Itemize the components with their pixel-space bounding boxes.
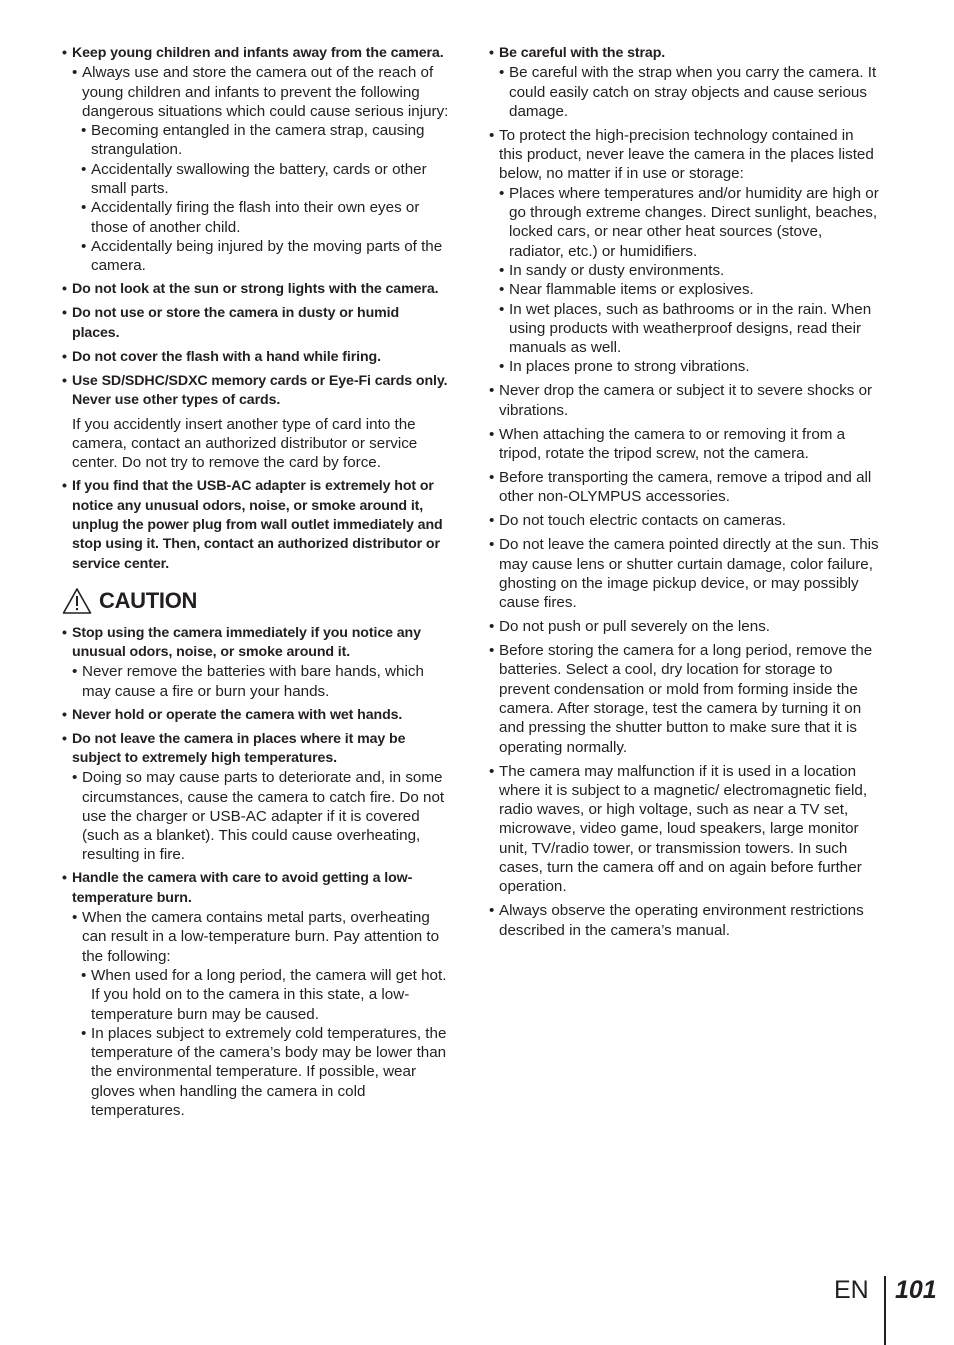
list-item	[489, 425, 879, 464]
list-item-text: Do not leave the camera in places where it may be subject to extremely high temperatures.	[72, 730, 406, 766]
bullet-icon: •	[72, 64, 78, 82]
list-item-text: Be careful with the strap.	[499, 45, 666, 61]
list-item	[489, 617, 879, 636]
list-item	[62, 372, 450, 411]
list-item-text: When used for a long period, the camera will get hot. If you hold on to the camera in this state, a low-temperature burn may be caused.	[91, 966, 447, 1023]
list-item-text: The camera may malfunction if it is used in a location where it is subject to a magnetic/ electromagnetic field, radio waves, or high voltage, such as near a TV set, microwave, video game, loud speakers, large monitor unit, TV/radio tower, or transmission towers. In such cases, turn the camera off and on again before further operation.	[499, 762, 868, 896]
bullet-icon: •	[499, 261, 505, 279]
bullet-icon: •	[489, 45, 494, 61]
bullet-icon: •	[62, 281, 67, 298]
list-item	[62, 1024, 450, 1120]
list-item-text: Be careful with the strap when you carry the camera. It could easily catch on stray objects and cause serious damage.	[509, 64, 877, 120]
list-paragraph: If you accidently insert another type of card into the camera, contact an authorized distributor or service center. Do not try to remove the card by force.	[72, 415, 418, 472]
list-item	[489, 762, 879, 897]
bullet-icon: •	[81, 199, 87, 217]
bullet-icon: •	[62, 305, 67, 322]
list-item	[62, 63, 450, 121]
list-item-text: Always observe the operating environment restrictions described in the camera’s manual.	[499, 902, 864, 939]
list-item-text: Accidentally firing the flash into their own eyes or those of another child.	[91, 199, 420, 236]
list-item-text: Do not cover the flash with a hand while firing.	[72, 348, 381, 365]
bullet-icon: •	[489, 762, 495, 780]
list-item-text: Use SD/SDHC/SDXC memory cards or Eye-Fi cards only. Never use other types of cards.	[72, 372, 448, 408]
list-item	[62, 662, 450, 701]
caution-heading	[62, 584, 450, 618]
left-column	[62, 44, 450, 1120]
list-item	[62, 624, 450, 663]
right-list	[489, 44, 879, 940]
list-item	[62, 477, 450, 573]
bullet-icon: •	[489, 382, 495, 400]
list-item-text: Before storing the camera for a long period, remove the batteries. Select a cool, dry location for storage to prevent condensation or mold from forming inside the camera. After storage, test the camera by turning it on and pressing the shutter button to make sure that it is operating normally.	[499, 642, 873, 756]
bullet-icon: •	[499, 64, 505, 82]
list-item	[62, 348, 450, 367]
list-item-text: Becoming entangled in the camera strap, causing strangulation.	[91, 122, 425, 159]
list-item-text: Do not push or pull severely on the lens.	[499, 618, 771, 636]
bullet-icon: •	[81, 1024, 87, 1042]
bullet-icon: •	[81, 966, 87, 984]
bullet-icon: •	[72, 769, 78, 787]
list-item	[62, 966, 450, 1024]
list-item-text: To protect the high-precision technology contained in this product, never leave the camera in the places listed below, no matter if in use or storage:	[499, 126, 874, 183]
list-item	[489, 535, 879, 612]
list-item-text: Do not use or store the camera in dusty or humid places.	[72, 305, 400, 341]
list-item-text: Accidentally swallowing the battery, cards or other small parts.	[91, 160, 427, 198]
list-item	[489, 261, 879, 280]
list-item	[62, 304, 450, 343]
left-list	[62, 44, 450, 574]
bullet-icon: •	[62, 730, 67, 747]
list-item	[62, 869, 450, 908]
list-item-text: Do not touch electric contacts on cameras.	[499, 512, 787, 530]
list-item-text: In sandy or dusty environments.	[509, 261, 725, 279]
bullet-icon: •	[489, 642, 495, 660]
list-item	[62, 237, 450, 276]
list-item-text: Never drop the camera or subject it to severe shocks or vibrations.	[499, 382, 873, 419]
list-item	[62, 160, 450, 199]
bullet-icon: •	[81, 160, 87, 178]
bullet-icon: •	[62, 478, 67, 495]
caution-title: CAUTION	[99, 587, 198, 613]
list-item	[62, 908, 450, 966]
page-footer	[834, 1276, 954, 1345]
list-item-text: Doing so may cause parts to deteriorate and, in some circumstances, cause the camera to catch fire. Do not use the charger or USB-AC adapter if it is covered (such as a blanket). This could cause overheating, resulting in fire.	[82, 769, 445, 864]
list-item-text: Accidentally being injured by the moving parts of the camera.	[91, 237, 443, 275]
list-item	[489, 901, 879, 940]
list-item	[489, 511, 879, 530]
list-item	[489, 468, 879, 507]
list-item-text: When attaching the camera to or removing it from a tripod, rotate the tripod screw, not the camera.	[499, 425, 846, 462]
list-item	[62, 730, 450, 769]
bullet-icon: •	[499, 358, 505, 376]
bullet-icon: •	[81, 122, 87, 140]
list-item-text: When the camera contains metal parts, overheating can result in a low-temperature burn. Pay attention to the following:	[82, 909, 440, 965]
list-item-text: Keep young children and infants away from the camera.	[72, 45, 444, 61]
list-item-text: Before transporting the camera, remove a tripod and all other non-OLYMPUS accessories.	[499, 468, 872, 506]
language-label: EN	[834, 1276, 869, 1304]
caution-list	[62, 624, 450, 1120]
list-item	[62, 44, 450, 63]
bullet-icon: •	[489, 425, 495, 443]
list-item-text: Do not leave the camera pointed directly at the sun. This may cause lens or shutter curtain damage, color failure, ghosting on the image pickup device, or may possibly cause fires.	[499, 536, 879, 612]
list-item-text: If you find that the USB-AC adapter is extremely hot or notice any unusual odors, noise, or smoke around it, unplug the power plug from wall outlet immediately and stop using it. Then, contact an authorized distributor or service center.	[72, 478, 443, 572]
list-item-text: Handle the camera with care to avoid getting a low-temperature burn.	[72, 870, 413, 906]
bullet-icon: •	[499, 300, 505, 318]
bullet-icon: •	[499, 184, 505, 202]
bullet-icon: •	[62, 706, 67, 723]
bullet-icon: •	[62, 870, 67, 887]
right-column	[489, 44, 879, 940]
list-item	[62, 121, 450, 160]
list-item-text: Do not look at the sun or strong lights with the camera.	[72, 281, 439, 298]
bullet-icon: •	[81, 237, 87, 255]
list-item	[489, 357, 879, 376]
list-item-text: Never remove the batteries with bare hands, which may cause a fire or burn your hands.	[82, 663, 424, 700]
bullet-icon: •	[489, 126, 495, 144]
list-item-text: In places prone to strong vibrations.	[509, 358, 750, 376]
list-item-text: Places where temperatures and/or humidity are high or go through extreme changes. Direct sunlight, beaches, locked cars, or near other heat sources (stove, radiator, etc.) or humidifiers.	[509, 184, 879, 260]
list-item	[62, 280, 450, 299]
bullet-icon: •	[62, 372, 67, 389]
bullet-icon: •	[489, 468, 495, 486]
bullet-icon: •	[72, 663, 78, 681]
list-item	[62, 706, 450, 725]
bullet-icon: •	[499, 281, 505, 299]
list-item	[489, 381, 879, 420]
list-item	[62, 198, 450, 237]
list-item	[489, 280, 879, 299]
list-item	[489, 44, 879, 63]
list-item-text: Near flammable items or explosives.	[509, 281, 754, 299]
warning-triangle-icon	[62, 587, 92, 615]
list-item-text: Always use and store the camera out of the reach of young children and infants to prevent the following dangerous situations which could cause serious injury:	[82, 64, 449, 120]
list-item	[489, 184, 879, 261]
bullet-icon: •	[489, 618, 495, 636]
list-item-text: In wet places, such as bathrooms or in the rain. When using products with weatherproof designs, read their manuals as well.	[509, 300, 872, 357]
bullet-icon: •	[489, 512, 495, 530]
page-number: 101	[895, 1276, 937, 1304]
bullet-icon: •	[62, 624, 67, 641]
list-item	[489, 63, 879, 121]
list-item-text: Stop using the camera immediately if you notice any unusual odors, noise, or smoke around it.	[72, 624, 421, 661]
list-item-text: Never hold or operate the camera with wet hands.	[72, 706, 403, 723]
list-item	[489, 300, 879, 358]
bullet-icon: •	[489, 902, 495, 920]
bullet-icon: •	[62, 45, 67, 61]
list-item	[489, 641, 879, 757]
footer-divider	[884, 1276, 886, 1345]
bullet-icon: •	[489, 536, 495, 554]
list-item	[62, 768, 450, 864]
list-item-text: In places subject to extremely cold temperatures, the temperature of the camera’s body may be lower than the environmental temperature. If possible, wear gloves when handling the camera in cold temperatures.	[91, 1024, 447, 1120]
bullet-icon: •	[62, 348, 67, 365]
list-item	[489, 126, 879, 184]
bullet-icon: •	[72, 909, 78, 927]
